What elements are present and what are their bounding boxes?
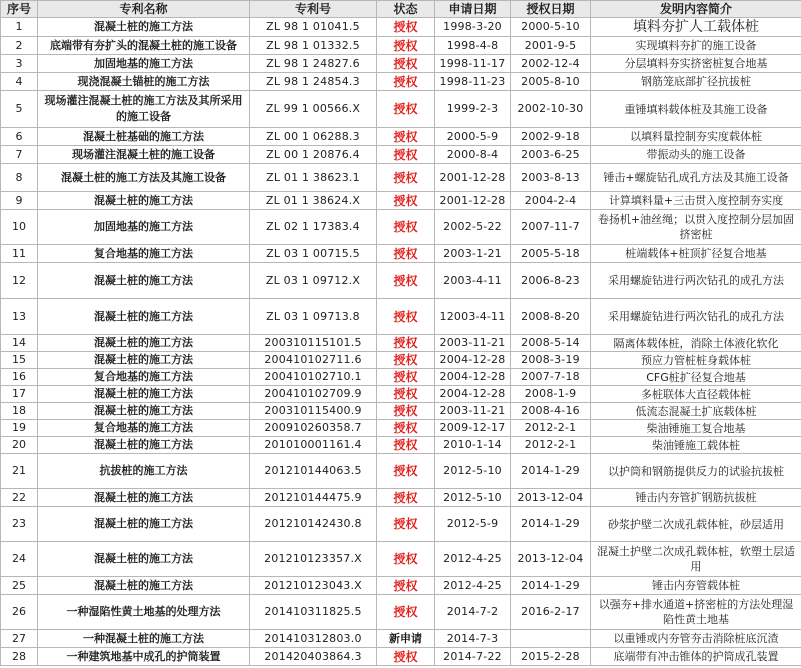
patent-status: 授权 xyxy=(377,648,435,666)
grant-date: 2005-5-18 xyxy=(511,245,591,263)
row-no: 26 xyxy=(1,595,38,630)
grant-date: 2016-2-17 xyxy=(511,595,591,630)
grant-date: 2004-2-4 xyxy=(511,192,591,210)
patent-status: 授权 xyxy=(377,164,435,192)
apply-date: 2004-12-28 xyxy=(435,369,511,386)
patent-name: 复合地基的施工方法 xyxy=(38,420,250,437)
patent-name: 现场灌注混凝土桩的施工方法及其所采用的施工设备 xyxy=(38,91,250,128)
table-row xyxy=(1,263,801,299)
grant-date: 2000-5-10 xyxy=(511,18,591,37)
table-row xyxy=(1,245,801,263)
patent-status: 授权 xyxy=(377,37,435,55)
patent-name: 混凝土桩的施工方法 xyxy=(38,335,250,352)
patent-name: 混凝土桩的施工方法 xyxy=(38,299,250,335)
table-row xyxy=(1,192,801,210)
patent-number: 201210144063.5 xyxy=(250,454,377,489)
row-no: 8 xyxy=(1,164,38,192)
table-row xyxy=(1,210,801,245)
patent-name: 一种建筑地基中成孔的护筒装置 xyxy=(38,648,250,666)
table-row xyxy=(1,55,801,73)
header-status: 状态 xyxy=(377,1,435,18)
table-row xyxy=(1,37,801,55)
invention-summary: 锤击内夯管载体桩 xyxy=(591,577,801,595)
table-row xyxy=(1,630,801,648)
apply-date: 2014-7-2 xyxy=(435,595,511,630)
patent-status: 授权 xyxy=(377,437,435,454)
table-row xyxy=(1,146,801,164)
table-row xyxy=(1,542,801,577)
apply-date: 2009-12-17 xyxy=(435,420,511,437)
patent-number: 200910260358.7 xyxy=(250,420,377,437)
invention-summary: 采用螺旋钻进行两次钻孔的成孔方法 xyxy=(591,299,801,335)
apply-date: 2001-12-28 xyxy=(435,192,511,210)
table-row xyxy=(1,128,801,146)
apply-date: 2003-11-21 xyxy=(435,403,511,420)
grant-date: 2002-12-4 xyxy=(511,55,591,73)
patent-status: 授权 xyxy=(377,507,435,542)
patent-status: 授权 xyxy=(377,335,435,352)
invention-summary: 低流态混凝土扩底载体桩 xyxy=(591,403,801,420)
header-applied: 申请日期 xyxy=(435,1,511,18)
grant-date: 2008-4-16 xyxy=(511,403,591,420)
patent-name: 混凝土桩的施工方法 xyxy=(38,18,250,37)
apply-date: 2003-4-11 xyxy=(435,263,511,299)
grant-date xyxy=(511,630,591,648)
table-row xyxy=(1,386,801,403)
patent-status: 授权 xyxy=(377,146,435,164)
patent-number: 201210142430.8 xyxy=(250,507,377,542)
patent-number: ZL 99 1 00566.X xyxy=(250,91,377,128)
apply-date: 1998-3-20 xyxy=(435,18,511,37)
row-no: 16 xyxy=(1,369,38,386)
patent-number: 201210144475.9 xyxy=(250,489,377,507)
apply-date: 2000-8-4 xyxy=(435,146,511,164)
grant-date: 2008-3-19 xyxy=(511,352,591,369)
patent-number: ZL 00 1 06288.3 xyxy=(250,128,377,146)
table-row xyxy=(1,403,801,420)
invention-summary: CFG桩扩径复合地基 xyxy=(591,369,801,386)
apply-date: 12003-4-11 xyxy=(435,299,511,335)
row-no: 28 xyxy=(1,648,38,666)
row-no: 4 xyxy=(1,73,38,91)
patent-status: 授权 xyxy=(377,91,435,128)
patent-status: 新申请 xyxy=(377,630,435,648)
apply-date: 2012-4-25 xyxy=(435,577,511,595)
table-row xyxy=(1,73,801,91)
patent-number: 200410102710.1 xyxy=(250,369,377,386)
grant-date: 2008-5-14 xyxy=(511,335,591,352)
invention-summary: 柴油锤施工载体桩 xyxy=(591,437,801,454)
patent-number: ZL 01 1 38624.X xyxy=(250,192,377,210)
patent-number: 201210123357.X xyxy=(250,542,377,577)
invention-summary: 底端带有冲击锥体的护筒成孔装置 xyxy=(591,648,801,666)
row-no: 2 xyxy=(1,37,38,55)
apply-date: 1998-11-23 xyxy=(435,73,511,91)
grant-date: 2015-2-28 xyxy=(511,648,591,666)
apply-date: 2012-4-25 xyxy=(435,542,511,577)
table-header-row xyxy=(1,1,801,18)
row-no: 15 xyxy=(1,352,38,369)
patent-status: 授权 xyxy=(377,73,435,91)
table-row xyxy=(1,577,801,595)
table-row xyxy=(1,91,801,128)
patent-number: ZL 00 1 20876.4 xyxy=(250,146,377,164)
row-no: 1 xyxy=(1,18,38,37)
patent-name: 混凝土桩的施工方法 xyxy=(38,437,250,454)
row-no: 9 xyxy=(1,192,38,210)
row-no: 24 xyxy=(1,542,38,577)
invention-summary: 桩端载体+桩顶扩径复合地基 xyxy=(591,245,801,263)
table-row xyxy=(1,489,801,507)
table-row xyxy=(1,352,801,369)
apply-date: 2000-5-9 xyxy=(435,128,511,146)
header-no: 序号 xyxy=(1,1,38,18)
row-no: 23 xyxy=(1,507,38,542)
patent-number: ZL 03 1 09712.X xyxy=(250,263,377,299)
invention-summary: 混凝土护壁二次成孔载体桩，软塑土层适用 xyxy=(591,542,801,577)
invention-summary: 分层填料夯实挤密桩复合地基 xyxy=(591,55,801,73)
row-no: 10 xyxy=(1,210,38,245)
table-row xyxy=(1,369,801,386)
patent-status: 授权 xyxy=(377,128,435,146)
invention-summary: 锤击内夯管扩钢筋抗拔桩 xyxy=(591,489,801,507)
patent-status: 授权 xyxy=(377,454,435,489)
patent-status: 授权 xyxy=(377,55,435,73)
grant-date: 2001-9-5 xyxy=(511,37,591,55)
row-no: 13 xyxy=(1,299,38,335)
table-row xyxy=(1,335,801,352)
invention-summary: 带振动头的施工设备 xyxy=(591,146,801,164)
header-granted: 授权日期 xyxy=(511,1,591,18)
invention-summary: 预应力管桩桩身载体桩 xyxy=(591,352,801,369)
table-row xyxy=(1,420,801,437)
invention-summary: 计算填料量+三击贯入度控制夯实度 xyxy=(591,192,801,210)
patent-name: 混凝土桩的施工方法 xyxy=(38,403,250,420)
patent-status: 授权 xyxy=(377,489,435,507)
header-name: 专利名称 xyxy=(38,1,250,18)
invention-summary: 以护筒和钢筋提供反力的试验抗拔桩 xyxy=(591,454,801,489)
grant-date: 2002-9-18 xyxy=(511,128,591,146)
table-row xyxy=(1,595,801,630)
apply-date: 2010-1-14 xyxy=(435,437,511,454)
row-no: 12 xyxy=(1,263,38,299)
patent-status: 授权 xyxy=(377,577,435,595)
row-no: 18 xyxy=(1,403,38,420)
apply-date: 2001-12-28 xyxy=(435,164,511,192)
row-no: 22 xyxy=(1,489,38,507)
row-no: 14 xyxy=(1,335,38,352)
grant-date: 2008-1-9 xyxy=(511,386,591,403)
apply-date: 1998-11-17 xyxy=(435,55,511,73)
apply-date: 2004-12-28 xyxy=(435,386,511,403)
grant-date: 2007-7-18 xyxy=(511,369,591,386)
apply-date: 2012-5-9 xyxy=(435,507,511,542)
apply-date: 1998-4-8 xyxy=(435,37,511,55)
apply-date: 2003-1-21 xyxy=(435,245,511,263)
invention-summary: 砂浆护壁二次成孔载体桩，砂层适用 xyxy=(591,507,801,542)
patent-number: ZL 98 1 01332.5 xyxy=(250,37,377,55)
grant-date: 2012-2-1 xyxy=(511,420,591,437)
invention-summary: 重锤填料载体桩及其施工设备 xyxy=(591,91,801,128)
invention-summary: 隔离体载体桩，消除土体液化软化 xyxy=(591,335,801,352)
grant-date: 2002-10-30 xyxy=(511,91,591,128)
invention-summary: 多桩联体大直径载体桩 xyxy=(591,386,801,403)
row-no: 7 xyxy=(1,146,38,164)
patent-status: 授权 xyxy=(377,420,435,437)
row-no: 21 xyxy=(1,454,38,489)
patent-number: 200310115400.9 xyxy=(250,403,377,420)
patent-status: 授权 xyxy=(377,245,435,263)
grant-date: 2006-8-23 xyxy=(511,263,591,299)
patent-number: ZL 02 1 17383.4 xyxy=(250,210,377,245)
patent-name: 现场灌注混凝土桩的施工设备 xyxy=(38,146,250,164)
row-no: 6 xyxy=(1,128,38,146)
patent-status: 授权 xyxy=(377,352,435,369)
invention-summary: 以填料量控制夯实度载体桩 xyxy=(591,128,801,146)
grant-date: 2005-8-10 xyxy=(511,73,591,91)
invention-summary: 以重锤或内夯管夯击消除桩底沉渣 xyxy=(591,630,801,648)
grant-date: 2013-12-04 xyxy=(511,489,591,507)
apply-date: 2014-7-3 xyxy=(435,630,511,648)
table-row xyxy=(1,18,801,37)
invention-summary: 钢筋笼底部扩径抗拔桩 xyxy=(591,73,801,91)
patent-name: 混凝土桩的施工方法 xyxy=(38,507,250,542)
patent-name: 混凝土桩的施工方法 xyxy=(38,489,250,507)
patent-status: 授权 xyxy=(377,210,435,245)
apply-date: 2002-5-22 xyxy=(435,210,511,245)
table-row xyxy=(1,648,801,666)
patent-name: 底端带有夯扩头的混凝土桩的施工设备 xyxy=(38,37,250,55)
patent-name: 混凝土桩的施工方法 xyxy=(38,352,250,369)
patent-number: ZL 01 1 38623.1 xyxy=(250,164,377,192)
patent-name: 现浇混凝土锚桩的施工方法 xyxy=(38,73,250,91)
patent-name: 加固地基的施工方法 xyxy=(38,55,250,73)
patent-number: ZL 98 1 24854.3 xyxy=(250,73,377,91)
patent-name: 复合地基的施工方法 xyxy=(38,369,250,386)
patent-name: 混凝土桩的施工方法 xyxy=(38,542,250,577)
patent-number: 201420403864.3 xyxy=(250,648,377,666)
patent-name: 加固地基的施工方法 xyxy=(38,210,250,245)
patent-status: 授权 xyxy=(377,595,435,630)
apply-date: 2004-12-28 xyxy=(435,352,511,369)
table-row xyxy=(1,299,801,335)
table-row xyxy=(1,437,801,454)
patent-name: 混凝土桩基础的施工方法 xyxy=(38,128,250,146)
grant-date: 2014-1-29 xyxy=(511,454,591,489)
patent-number: 200410102711.6 xyxy=(250,352,377,369)
patent-name: 混凝土桩的施工方法 xyxy=(38,263,250,299)
grant-date: 2007-11-7 xyxy=(511,210,591,245)
apply-date: 2012-5-10 xyxy=(435,454,511,489)
invention-summary: 柴油锤施工复合地基 xyxy=(591,420,801,437)
patent-name: 混凝土桩的施工方法 xyxy=(38,386,250,403)
patent-status: 授权 xyxy=(377,369,435,386)
patent-status: 授权 xyxy=(377,18,435,37)
table-row xyxy=(1,507,801,542)
patent-status: 授权 xyxy=(377,386,435,403)
grant-date: 2014-1-29 xyxy=(511,577,591,595)
invention-summary: 锤击+螺旋钻孔成孔方法及其施工设备 xyxy=(591,164,801,192)
patent-name: 抗拔桩的施工方法 xyxy=(38,454,250,489)
patent-number: ZL 98 1 24827.6 xyxy=(250,55,377,73)
grant-date: 2012-2-1 xyxy=(511,437,591,454)
patent-name: 混凝土桩的施工方法及其施工设备 xyxy=(38,164,250,192)
row-no: 3 xyxy=(1,55,38,73)
apply-date: 2003-11-21 xyxy=(435,335,511,352)
grant-date: 2013-12-04 xyxy=(511,542,591,577)
header-summary: 发明内容简介 xyxy=(591,1,801,18)
apply-date: 2012-5-10 xyxy=(435,489,511,507)
row-no: 27 xyxy=(1,630,38,648)
patent-number: ZL 98 1 01041.5 xyxy=(250,18,377,37)
invention-summary: 卷扬机+油丝绳；以贯入度控制分层加固挤密桩 xyxy=(591,210,801,245)
patent-name: 混凝土桩的施工方法 xyxy=(38,577,250,595)
patent-name: 混凝土桩的施工方法 xyxy=(38,192,250,210)
table-row xyxy=(1,454,801,489)
row-no: 20 xyxy=(1,437,38,454)
invention-summary: 填料夯扩人工载体桩 xyxy=(591,18,801,37)
patent-number: 201410312803.0 xyxy=(250,630,377,648)
patent-number: 201410311825.5 xyxy=(250,595,377,630)
row-no: 11 xyxy=(1,245,38,263)
patent-status: 授权 xyxy=(377,542,435,577)
patent-name: 一种混凝土桩的施工方法 xyxy=(38,630,250,648)
patent-number: 201210123043.X xyxy=(250,577,377,595)
patent-status: 授权 xyxy=(377,192,435,210)
patent-number: ZL 03 1 00715.5 xyxy=(250,245,377,263)
grant-date: 2003-8-13 xyxy=(511,164,591,192)
invention-summary: 采用螺旋钻进行两次钻孔的成孔方法 xyxy=(591,263,801,299)
row-no: 5 xyxy=(1,91,38,128)
header-number: 专利号 xyxy=(250,1,377,18)
apply-date: 2014-7-22 xyxy=(435,648,511,666)
table-row xyxy=(1,164,801,192)
patent-name: 复合地基的施工方法 xyxy=(38,245,250,263)
patent-number: 201010001161.4 xyxy=(250,437,377,454)
grant-date: 2014-1-29 xyxy=(511,507,591,542)
patent-number: 200410102709.9 xyxy=(250,386,377,403)
row-no: 17 xyxy=(1,386,38,403)
patent-number: 200310115101.5 xyxy=(250,335,377,352)
grant-date: 2003-6-25 xyxy=(511,146,591,164)
apply-date: 1999-2-3 xyxy=(435,91,511,128)
invention-summary: 实现填料夯扩的施工设备 xyxy=(591,37,801,55)
invention-summary: 以强夯+排水通道+挤密桩的方法处理湿陷性黄土地基 xyxy=(591,595,801,630)
patent-number: ZL 03 1 09713.8 xyxy=(250,299,377,335)
row-no: 25 xyxy=(1,577,38,595)
patent-status: 授权 xyxy=(377,263,435,299)
patent-status: 授权 xyxy=(377,403,435,420)
row-no: 19 xyxy=(1,420,38,437)
patent-name: 一种湿陷性黄土地基的处理方法 xyxy=(38,595,250,630)
patent-status: 授权 xyxy=(377,299,435,335)
grant-date: 2008-8-20 xyxy=(511,299,591,335)
